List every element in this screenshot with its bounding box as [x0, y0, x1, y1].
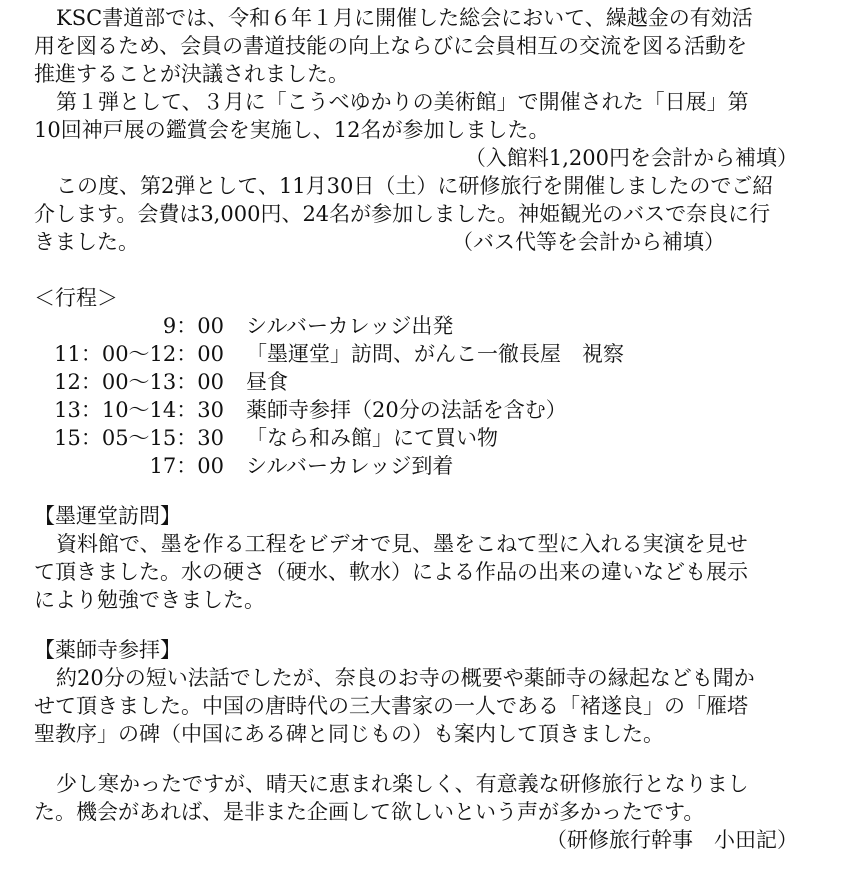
- bokuundo-line-3: により勉強できました。: [34, 588, 265, 612]
- schedule-activity: 「墨運堂」訪問、がんこ一徹長屋 視察: [246, 342, 624, 366]
- schedule-time: 15：05～15：30: [54, 426, 224, 450]
- yakushiji-line-3: 聖教序」の碑（中国にある碑と同じもの）も案内して頂きました。: [34, 722, 664, 746]
- closing-line-2: た。機会があれば、是非また企画して欲しいという声が多かったです。: [34, 800, 705, 824]
- yakushiji-heading: 【薬師寺参拝】: [34, 638, 181, 662]
- intro-note-1: （入館料1,200円を会計から補填）: [464, 146, 798, 170]
- schedule-time: 17：00: [149, 454, 224, 478]
- schedule-activity: 薬師寺参拝（20分の法話を含む）: [246, 398, 567, 422]
- yakushiji-line-1: 約20分の短い法話でしたが、奈良のお寺の概要や薬師寺の縁起なども聞か: [56, 666, 755, 690]
- schedule-time: 13：10～14：30: [54, 398, 224, 422]
- intro-line-3: 推進することが決議されました。: [34, 62, 349, 86]
- intro-line-7: 介します。会費は3,000円、24名が参加しました。神姫観光のバスで奈良に行: [34, 202, 771, 226]
- closing-line-1: 少し寒かったですが、晴天に恵まれ楽しく、有意義な研修旅行となりまし: [56, 772, 749, 796]
- intro-line-2: 用を図るため、会員の書道技能の向上ならびに会員相互の交流を図る活動を: [34, 34, 748, 58]
- schedule-time: 9：00: [162, 314, 224, 338]
- intro-line-4: 第１弾として、３月に「こうべゆかりの美術館」で開催された「日展」第: [56, 90, 749, 114]
- intro-line-1: KSC書道部では、令和６年１月に開催した総会において、繰越金の有効活: [56, 6, 753, 30]
- schedule-time: 12：00～13：00: [54, 370, 224, 394]
- intro-line-5: 10回神戸展の鑑賞会を実施し、12名が参加しました。: [34, 118, 550, 142]
- schedule-activity: 昼食: [246, 370, 288, 394]
- bokuundo-heading: 【墨運堂訪問】: [34, 504, 181, 528]
- schedule-time: 11：00～12：00: [54, 342, 224, 366]
- schedule-activity: シルバーカレッジ到着: [246, 454, 454, 478]
- bokuundo-line-1: 資料館で、墨を作る工程をビデオで見、墨をこねて型に入れる実演を見せ: [56, 532, 748, 556]
- schedule-activity: シルバーカレッジ出発: [246, 314, 454, 338]
- intro-line-8: きました。: [34, 230, 139, 254]
- schedule-heading: ＜行程＞: [34, 286, 118, 310]
- bokuundo-line-2: て頂きました。水の硬さ（硬水、軟水）による作品の出来の違いなども展示: [34, 560, 748, 584]
- yakushiji-line-2: せて頂きました。中国の唐時代の三大書家の一人である「褚遂良」の「雁塔: [34, 694, 748, 718]
- closing-signature: （研修旅行幹事 小田記）: [546, 828, 798, 852]
- intro-line-6: この度、第2弾として、11月30日（土）に研修旅行を開催しましたのでご紹: [56, 174, 774, 198]
- schedule-activity: 「なら和み館」にて買い物: [246, 426, 498, 450]
- intro-note-2: （バス代等を会計から補填）: [452, 230, 725, 254]
